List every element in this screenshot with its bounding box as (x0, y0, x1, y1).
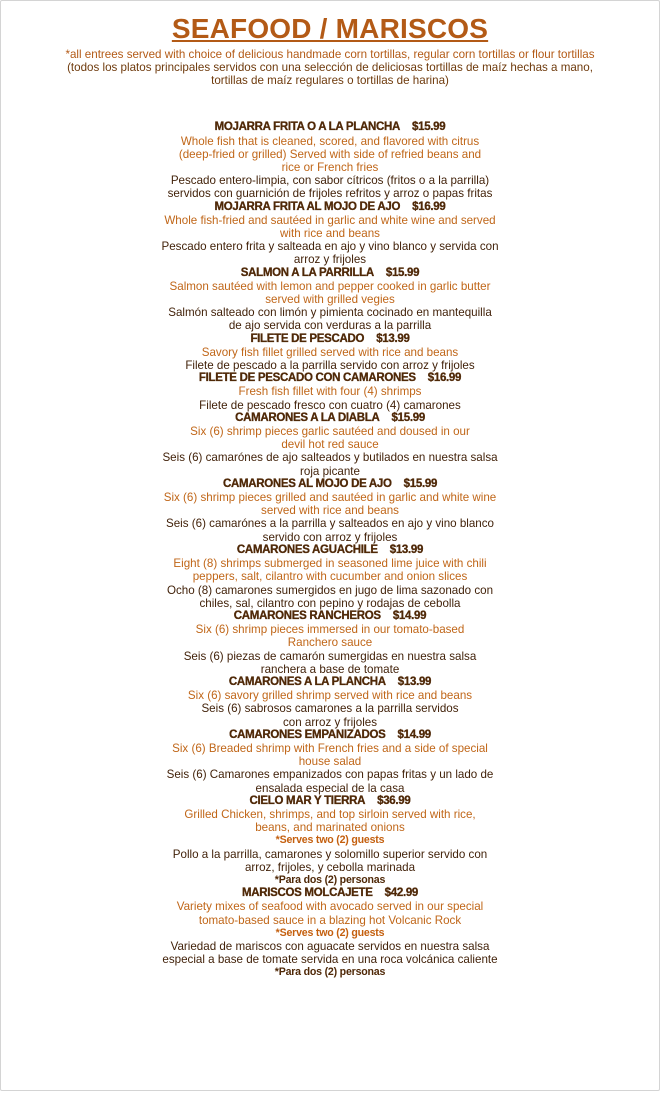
menu-item-description-spanish (1, 650, 659, 676)
menu-item-name: CAMARONES RANCHEROS (233, 609, 381, 622)
menu-item-name: CAMARONES A LA DIABLA (235, 411, 380, 424)
description-line: roja picante (300, 464, 360, 478)
description-line: Seis (6) piezas de camarón sumergidas en nuestra salsa (183, 649, 477, 663)
description-line: Whole fish that is cleaned, scored, and flavored with citrus (180, 134, 480, 148)
description-line: peppers, salt, cilantro with cucumber and onion slices (192, 570, 468, 584)
menu-item-name: CIELO MAR Y TIERRA (249, 794, 366, 807)
description-line: Ocho (8) camarones sumergidos en jugo de lima sazonado con (166, 583, 494, 597)
serves-note-english: *Serves two (2) guests (275, 926, 385, 939)
menu-item-description-spanish (1, 848, 659, 874)
menu-item-description-spanish (1, 584, 659, 610)
menu-item-name: CAMARONES A LA PLANCHA (228, 675, 386, 688)
menu-item-price: $13.99 (389, 543, 424, 556)
description-line: rice or French fries (281, 161, 379, 174)
tortilla-note-spanish-line: (todos los platos principales servidos con una selección de deliciosas tortillas de maíz hechas a mano, (67, 60, 593, 74)
menu-item-name: FILETE DE PESCADO (250, 332, 365, 345)
menu-header (1, 1, 659, 87)
menu-item-description-spanish (1, 306, 659, 332)
serves-note-spanish: *Para dos (2) personas (274, 873, 386, 886)
menu-item-price: $13.99 (376, 332, 410, 345)
description-line: Six (6) shrimp pieces grilled and sautéed in garlic and white wine (163, 491, 497, 505)
menu-item-heading (1, 333, 659, 346)
menu-item-heading (1, 267, 659, 280)
menu-item-description-english (1, 346, 659, 359)
description-line: Six (6) savory grilled shrimp served with rice and beans (187, 689, 473, 703)
description-line: Variety mixes of seafood with avocado served in our special (176, 900, 484, 914)
menu-item-price: $15.99 (391, 411, 425, 424)
menu-item-price: $14.99 (397, 728, 431, 741)
menu-item-description-english (1, 425, 659, 451)
description-line: ranchera a base de tomate (260, 662, 400, 676)
description-line: Six (6) shrimp pieces immersed in our tomato-based (195, 623, 465, 637)
menu-item (1, 676, 659, 729)
menu-item-price: $36.99 (377, 794, 411, 807)
menu-item-description-english (1, 557, 659, 583)
description-line: devil hot red sauce (281, 438, 379, 452)
menu-item-description-english (1, 491, 659, 517)
menu-item-description-spanish (1, 174, 659, 200)
description-line: Eight (8) shrimps submerged in seasoned lime juice with chili (173, 557, 487, 571)
menu-item-description-english (1, 808, 659, 834)
menu-item-price: $16.99 (427, 372, 462, 385)
description-line: Whole fish-fried and sautéed in garlic and white wine and served (164, 213, 496, 227)
menu-item (1, 372, 659, 412)
menu-item-description-spanish (1, 517, 659, 543)
menu-item (1, 610, 659, 676)
description-line: Ranchero sauce (287, 636, 373, 650)
menu-item-description-english (1, 280, 659, 306)
serves-note-spanish: *Para dos (2) personas (274, 966, 386, 979)
menu-item (1, 887, 659, 979)
menu-item-price: $16.99 (412, 200, 446, 213)
menu-item (1, 478, 659, 544)
description-line: Salmón salteado con limón y pimienta cocinado en mantequilla (168, 306, 492, 320)
menu-item-heading (1, 729, 659, 742)
menu-item-list (1, 121, 659, 979)
description-line: Grilled Chicken, shrimps, and top sirloin served with rice, (184, 807, 476, 821)
menu-item-name: FILETE DE PESCADO CON CAMARONES (198, 372, 416, 385)
menu-item-description-spanish (1, 702, 659, 728)
description-line: servido con arroz y frijoles (262, 530, 398, 544)
description-line: ensalada especial de la casa (255, 781, 405, 795)
menu-item-description-english (1, 385, 659, 398)
menu-item (1, 267, 659, 333)
description-line: tomato-based sauce in a blazing hot Volcanic Rock (198, 913, 462, 927)
menu-item-price: $42.99 (384, 887, 419, 900)
menu-item (1, 544, 659, 610)
description-line: Seis (6) sabrosos camarones a la parrilla servidos (201, 702, 459, 716)
tortilla-note-english: *all entrees served with choice of delicious handmade corn tortillas, regular corn tortillas or flour tortillas (65, 48, 595, 61)
menu-item (1, 201, 659, 267)
menu-item-heading (1, 412, 659, 425)
description-line: Filete de pescado a la parrilla servido con arroz y frijoles (185, 359, 475, 373)
description-line: Seis (6) camarónes a la parrilla y salteados en ajo y vino blanco (165, 517, 495, 531)
description-line: chiles, sal, cilantro con pepino y rodajas de cebolla (199, 596, 461, 610)
menu-item-description-english (1, 623, 659, 649)
description-line: house salad (298, 755, 362, 769)
menu-item-name: CAMARONES AGUACHILE (236, 543, 378, 556)
description-line: Seis (6) camarónes de ajo salteados y butilados en nuestra salsa (162, 451, 498, 465)
menu-item-name: SALMON A LA PARRILLA (240, 266, 374, 279)
description-line: Salmon sautéed with lemon and pepper cooked in garlic butter (169, 279, 491, 293)
description-line: con arroz y frijoles (282, 715, 378, 729)
menu-item-description-spanish (1, 940, 659, 966)
menu-item-description-spanish (1, 240, 659, 266)
menu-item-name: CAMARONES EMPANIZADOS (229, 728, 386, 741)
menu-item-description-spanish (1, 399, 659, 412)
menu-item-description-spanish (1, 451, 659, 477)
tortilla-note-spanish-line: tortillas de maíz regulares o tortillas de harina) (211, 73, 449, 87)
menu-item-name: MOJARRA FRITA O A LA PLANCHA (214, 121, 400, 134)
menu-item-description-spanish (1, 359, 659, 372)
tortilla-note-spanish (30, 62, 630, 88)
description-line: with rice and beans (280, 227, 380, 241)
description-line: served with grilled vegies (265, 293, 395, 307)
menu-item (1, 729, 659, 795)
description-line: especial a base de tomate servida en una roca volcánica caliente (162, 953, 498, 967)
description-line: servidos con guarnición de frijoles refritos y arroz o papas fritas (167, 187, 493, 201)
menu-item-description-english (1, 742, 659, 768)
description-line: Pescado entero-limpia, con sabor cítricos (fritos o a la parrilla) (170, 174, 490, 188)
description-line: Six (6) Breaded shrimp with French fries and a side of special (172, 741, 488, 755)
page-title: SEAFOOD / MARISCOS (171, 13, 489, 44)
description-line: Pollo a la parrilla, camarones y solomillo superior servido con (172, 847, 488, 861)
description-line: de ajo servida con verduras a la parrilla (228, 319, 432, 333)
serves-note-english: *Serves two (2) guests (275, 834, 385, 847)
menu-item-price: $15.99 (412, 121, 446, 134)
description-line: beans, and marinated onions (255, 821, 405, 835)
menu-item-heading (1, 372, 659, 385)
description-line: (deep-fried or grilled) Served with side of refried beans and (178, 147, 482, 161)
description-line: Filete de pescado fresco con cuatro (4) camarones (199, 398, 461, 412)
menu-item-description-english (1, 135, 659, 175)
menu-item-heading (1, 676, 659, 689)
menu-item-price: $15.99 (403, 477, 438, 490)
menu-item-price: $14.99 (392, 609, 427, 622)
menu-item-heading (1, 201, 659, 214)
description-line: arroz, frijoles, y cebolla marinada (244, 860, 416, 874)
menu-item (1, 333, 659, 373)
menu-item-price: $15.99 (385, 266, 420, 279)
description-line: Pescado entero frita y salteada en ajo y vino blanco y servida con (161, 240, 499, 254)
menu-item-heading (1, 544, 659, 557)
menu-item-description-english (1, 900, 659, 926)
description-line: Savory fish fillet grilled served with rice and beans (201, 345, 459, 359)
menu-item-heading (1, 478, 659, 491)
description-line: Seis (6) Camarones empanizados con papas fritas y un lado de (166, 768, 494, 782)
menu-item-description-english (1, 214, 659, 240)
menu-item-name: MARISCOS MOLCAJETE (241, 887, 373, 900)
menu-item-heading (1, 887, 659, 900)
description-line: Six (6) shrimp pieces garlic sautéed and doused in our (190, 425, 470, 439)
menu-item-heading (1, 610, 659, 623)
description-line: arroz y frijoles (293, 253, 367, 267)
menu-item-heading (1, 795, 659, 808)
description-line: Fresh fish fillet with four (4) shrimps (238, 385, 422, 399)
menu-item-description-spanish (1, 768, 659, 794)
description-line: served with rice and beans (261, 504, 399, 518)
menu-item-name: MOJARRA FRITA AL MOJO DE AJO (214, 200, 401, 213)
menu-item (1, 121, 659, 200)
menu-item (1, 412, 659, 478)
menu-item (1, 795, 659, 887)
menu-item-price: $13.99 (397, 675, 432, 688)
menu-item-description-english (1, 689, 659, 702)
menu-item-name: CAMARONES AL MOJO DE AJO (222, 477, 392, 490)
menu-item-heading (1, 121, 659, 134)
description-line: Variedad de mariscos con aguacate servidos en nuestra salsa (170, 939, 490, 953)
